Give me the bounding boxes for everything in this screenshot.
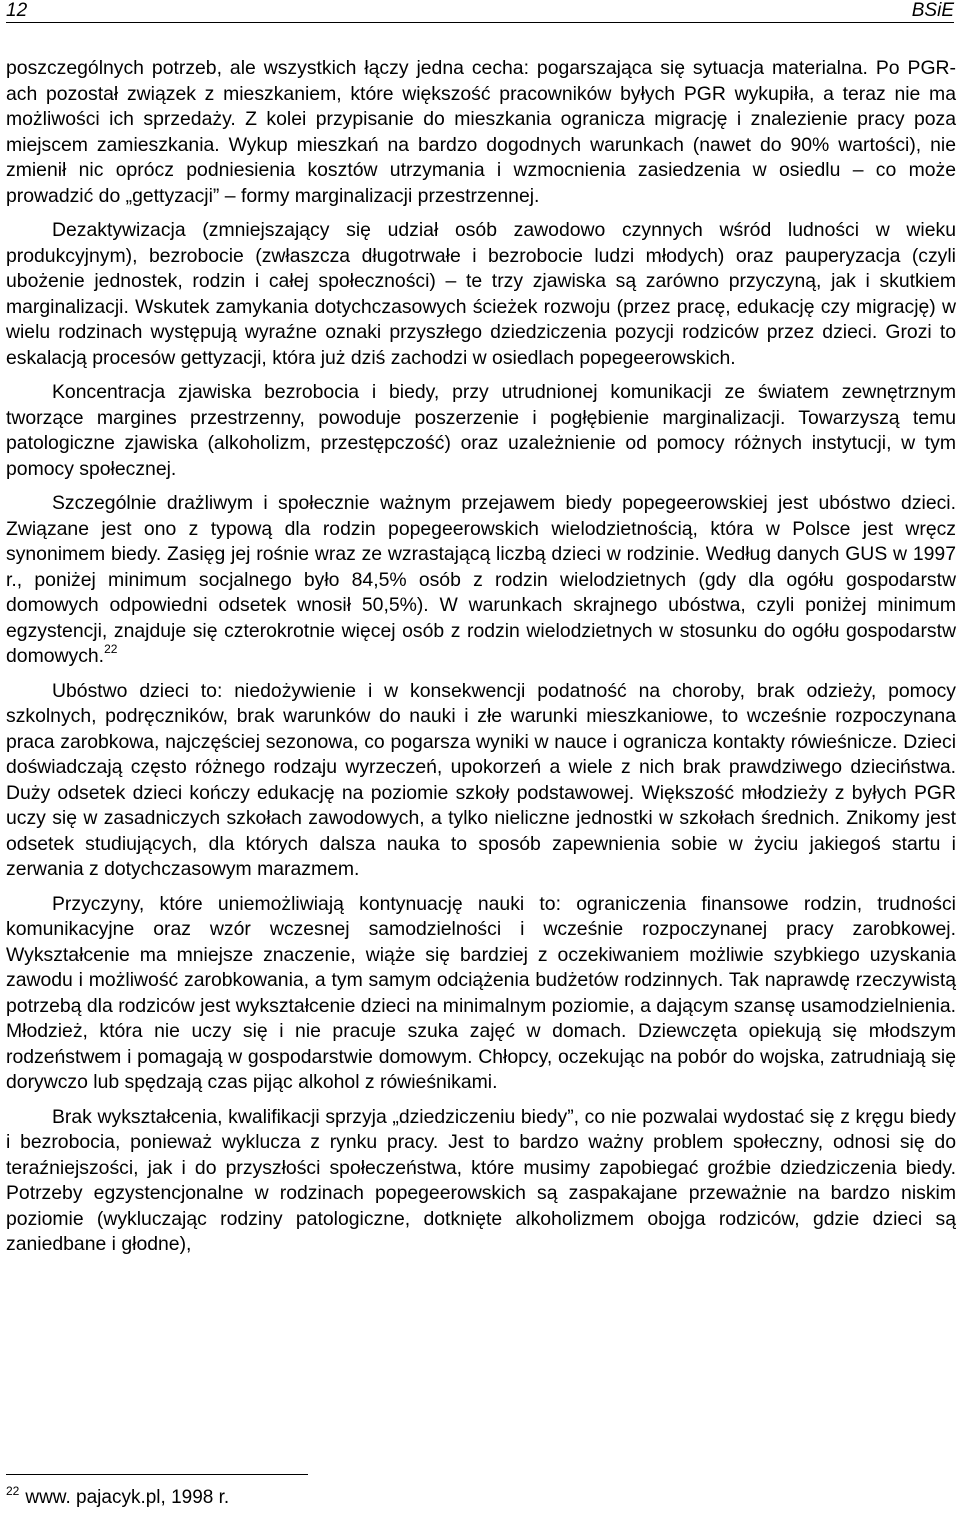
body-text: [6, 56, 956, 1258]
footnote-reference: 22: [104, 642, 118, 656]
footnote-divider: [6, 1474, 308, 1475]
paragraph: poszczególnych potrzeb, ale wszystkich łączy jedna cecha: pogarszająca się sytuacja materialna. Po PGR-ach pozostał związek z mieszkaniem, które większość pracowników byłych PGR wykupiła, a teraz nie ma możliwości ich sprzedaży. Z kolei przypisanie do mieszkania ogranicza migrację i znalezienie pracy poza miejscem zamieszkania. Wykup mieszkań na bardzo dogodnych warunkach (nawet do 90% wartości), nie zmienił nic oprócz podniesienia kosztów utrzymania i wzmocnienia zasiedzenia w osiedlu – co może prowadzić do „gettyzacji” – formy marginalizacji przestrzennej.: [6, 57, 956, 207]
footnote-number: 22: [6, 1484, 20, 1498]
paragraph: Koncentracja zjawiska bezrobocia i biedy, przy utrudnionej komunikacji ze światem zewnętrznym tworzące margines przestrzenny, powoduje poszerzenie i pogłębienie marginalizacji. Towarzyszą temu patologiczne zjawiska (alkoholizm, przestępczość) oraz uzależnienie od pomocy różnych instytucji, w tym pomocy społecznej.: [6, 381, 956, 480]
paragraph-text: Szczególnie drażliwym i społecznie ważnym przejawem biedy popegeerowskiej jest ubóstwo dzieci. Związane jest ono z typową dla rodzin popegeerowskich wielodzietnością, która w Polsce jest wręcz synonimem biedy. Zasięg jej rośnie wraz ze wzrastającą liczbą dzieci w rodzinie. Według danych GUS w 1997 r., poniżej minimum socjalnego było 84,5% osób z rodzin wielodzietnych (gdy dla ogółu gospodarstw domowych odpowiedni odsetek wnosił 50,5%). W warunkach skrajnego ubóstwa, czyli poniżej minimum egzystencji, znajduje się czterokrotnie więcej osób z rodzin wielodzietnych w stosunku do ogółu gospodarstw domowych.: [6, 492, 956, 667]
page-header: [6, 0, 954, 23]
header-source: BSiE: [911, 0, 954, 21]
paragraph: Brak wykształcenia, kwalifikacji sprzyja „dziedziczeniu biedy”, co nie pozwalai wydostać się z kręgu biedy i bezrobocia, ponieważ wyklucza z rynku pracy. Jest to bardzo ważny problem społeczny, odnosi się do teraźniejszości, jak i do przyszłości społeczeństwa, które musimy zapobiegać groźbie dziedziczenia biedy. Potrzeby egzystencjonalne w rodzinach popegeerowskich są zaspakajane przeważnie na bardzo niskim poziomie (wykluczając rodziny patologiczne, dotknięte alkoholizmem obojga rodziców, gdzie dzieci są zaniedbane i głodne),: [6, 1105, 956, 1255]
footnote-text: www. pajacyk.pl, 1998 r.: [25, 1487, 230, 1508]
paragraph-with-footnote: [6, 491, 956, 670]
paragraph: Przyczyny, które uniemożliwiają kontynuację nauki to: ograniczenia finansowe rodzin, trudności komunikacyjne oraz wzór wczesnej samodzielności i wcześnie rozpoczynanej pracy zarobkowej. Wykształcenie ma mniejsze znaczenie, wiąże się bardziej z oczekiwaniem możliwie szybkiego uzyskania zawodu i możliwość zarobkowania, a tym samym odciążenia budżetów rodzinnych. Tak naprawdę rzeczywistą potrzebą dla rodziców jest wykształcenie dzieci na minimalnym poziomie, a dającym szansę usamodzielnienia. Młodzież, która nie uczy się i nie pracuje szuka zajęć w domach. Dziewczęta opiekują się młodszym rodzeństwem i pomagają w gospodarstwie domowym. Chłopcy, oczekując na pobór do wojska, zatrudniają się dorywczo lub spędzają czas pijąc alkohol z rówieśnikami.: [6, 892, 956, 1093]
footnote: [6, 1484, 229, 1509]
page-number: 12: [6, 0, 28, 21]
paragraph: Ubóstwo dzieci to: niedożywienie i w konsekwencji podatność na choroby, brak odzieży, pomocy szkolnych, podręczników, brak warunków do nauki i złe warunki mieszkaniowe, to wcześnie rozpoczynana praca zarobkowa, najczęściej sezonowa, co pogarsza wyniki w nauce i ogranicza kontakty rówieśnicze. Dzieci doświadczają często różnego rodzaju wyrzeczeń, upokorzeń a wiele z nich brak prawdziwego dzieciństwa. Duży odsetek dzieci kończy edukację na poziomie szkoły podstawowej. Większość młodzieży z byłych PGR uczy się w zasadniczych szkołach zawodowych, a tylko nieliczne jednostki w szkołach średnich. Znikomy jest odsetek studiujących, dla których dalsza nauka to sposób zapewnienia sobie w życiu jakiegoś startu i zerwania z dotychczasowym marazmem.: [6, 679, 956, 880]
paragraph: Dezaktywizacja (zmniejszający się udział osób zawodowo czynnych wśród ludności w wieku produkcyjnym), bezrobocie (zwłaszcza długotrwałe i bezrobocie ludzi młodych) oraz pauperyzacja (czyli ubożenie jednostek, rodzin i całej społeczności) – te trzy zjawiska są zarówno przyczyną, jak i skutkiem marginalizacji. Wskutek zamykania dotychczasowych ścieżek rozwoju (przez pracę, edukację czy migrację) w wielu rodzinach występują wyraźne oznaki przyszłego dziedziczenia pozycji rodziców przez dzieci. Grozi to eskalacją procesów gettyzacji, która już dziś zachodzi w osiedlach popegeerowskich.: [6, 219, 956, 369]
